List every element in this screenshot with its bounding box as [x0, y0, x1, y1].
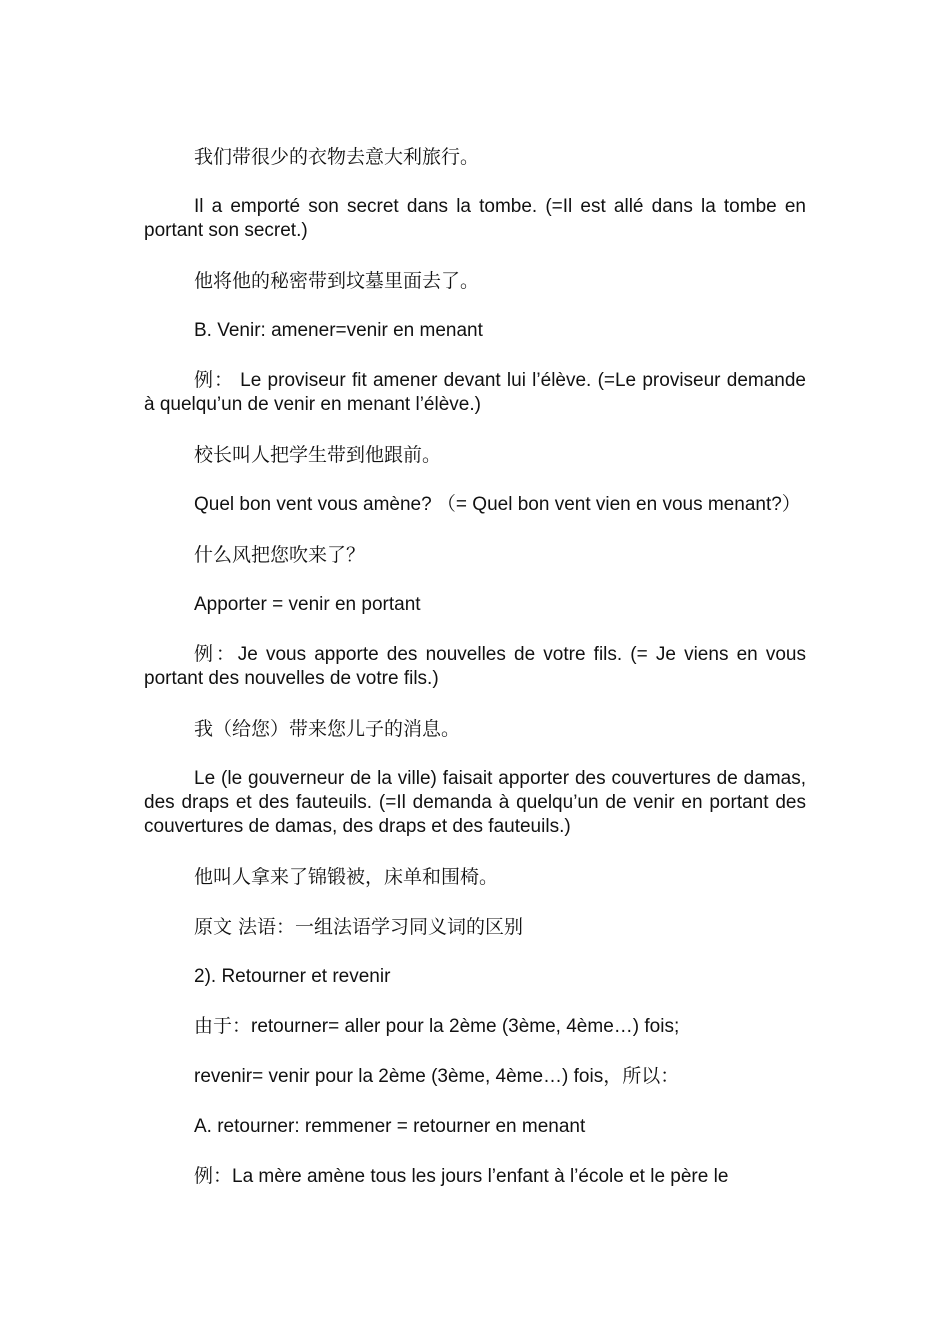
- paragraph-10: 例：Je vous apporte des nouvelles de votre fils. (= Je viens en vous portant des nouvelles de votre fils.): [144, 644, 806, 689]
- paragraph-16: 由于：retourner= aller pour la 2ème (3ème, 4ème…) fois;: [194, 1016, 680, 1037]
- paragraph-7: Quel bon vent vous amène? （= Quel bon vent vien en vous menant?）: [194, 494, 801, 515]
- paragraph-11: 我（给您）带来您儿子的消息。: [194, 718, 461, 740]
- paragraph-19: 例：La mère amène tous les jours l’enfant à l’école et le père le: [194, 1166, 729, 1187]
- paragraph-17: revenir= venir pour la 2ème (3ème, 4ème…) fois，所以：: [194, 1066, 680, 1087]
- paragraph-12: Le (le gouverneur de la ville) faisait apporter des couvertures de damas, des draps et des fauteuils. (=Il demanda à quelqu’un de venir en portant des couvertures de damas, des draps et des fauteuils.): [144, 768, 806, 837]
- paragraph-14: 原文 法语：一组法语学习同义词的区别: [194, 916, 524, 938]
- paragraph-1: 我们带很少的衣物去意大利旅行。: [194, 146, 480, 168]
- paragraph-13: 他叫人拿来了锦锻被，床单和围椅。: [194, 866, 499, 888]
- paragraph-2: Il a emporté son secret dans la tombe. (=Il est allé dans la tombe en portant son secret.): [144, 196, 806, 241]
- paragraph-3: 他将他的秘密带到坟墓里面去了。: [194, 270, 480, 292]
- paragraph-15: 2). Retourner et revenir: [194, 966, 391, 987]
- paragraph-9: Apporter = venir en portant: [194, 594, 421, 615]
- paragraph-18: A. retourner: remmener = retourner en menant: [194, 1116, 586, 1137]
- document-body: [144, 145, 806, 1215]
- paragraph-5: 例： Le proviseur fit amener devant lui l’élève. (=Le proviseur demande à quelqu’un de venir en menant l’élève.): [144, 370, 806, 415]
- paragraph-8: 什么风把您吹来了？: [194, 544, 366, 566]
- paragraph-4: B. Venir: amener=venir en menant: [194, 320, 483, 341]
- paragraph-6: 校长叫人把学生带到他跟前。: [194, 444, 442, 466]
